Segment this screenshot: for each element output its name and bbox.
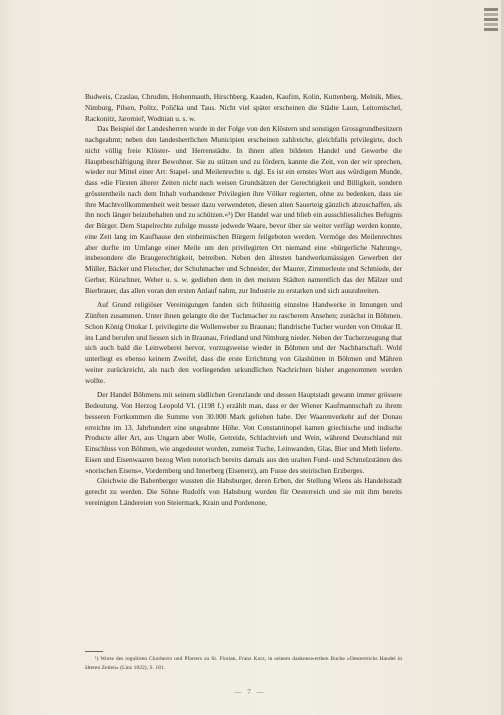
paragraph-2: Das Beispiel der Landesherren wurde in der Folge von den Klöstern und sonstigen Grossgrundbesitzern nachgeahmt; neben den landesherrlichen Municipien erscheinen zahlreiche, gleichfalls privilegirte, doch nicht völlig freie Klöster- und Herrenstädte. In ihnen allen bildeten Handel und Gewerbe die Hauptbeschäftigung ihrer Bewohner. Sie zu stützen und zu fördern, kannte die Zeit, von der wir sprechen, wieder nur Mittel einer Art: Stapel- und Meilenrechte u. dgl. Es ist ein ernstes Wort aus würdigem Munde, dass »die Fürsten älterer Zeiten nicht nach weisen Grundsätzen der Gerechtigkeit und Billigkeit, sondern grösstentheils nach dem Inhalt vorhandener Privilegien ihre Völker regierten, ohne zu bedenken, dass sie ihre Machtvollkommenheit weit besser dazu verwendeten, diesen alten Sauerteig gänzlich abzuschaffen, als ihn noch länger beizubehalten und zu schützen.«¹) Der Handel war und blieb ein ausschliessliches Befugnis der Bürger. Dem Stapelrechte zufolge musste jedwede Waare, bevor über sie weiter verfügt werden konnte, eine Zeit lang im Kaufhause den einheimischen Bürgern feilgeboten werden. Vermöge des Meilenrechtes aber durfte im Umfange einer Meile um den privilegirten Ort niemand eine »bürgerliche Nahrung«, insbesondere die Braugerechtigkeit, betreiben. Neben den ältesten handwerksmässigen Gewerben der Müller, Bäcker und Fleischer, der Schuhmacher und Schneider, der Maurer, Zimmerleute und Schmiede, der Gerber, Kürschner, Weber u. s. w. gediehen dem in den meisten Städten namentlich das der Mälzer und Bierbrauer, das allen voran den ersten Anlauf nahm, zur Industrie zu erstarken und sich auszubreiten. [85,124,402,295]
paragraph-1: Budweis, Czaslau, Chrudim, Hohenmauth, Hirschberg, Kaaden, Kaufim, Kolin, Kuttenberg, Melnik, Mies, Nimburg, Pilsen, Politz, Polička und Taus. Nicht viel später erscheinen die Städte Laun, Leitomischel, Rackonitz, Jaromieř, Wodnian u. s. w. [85,92,402,123]
paragraph-3: Auf Grund religiöser Vereinigungen fanden sich frühzeitig einzelne Handwerke in Innungen und Zünften zusammen. Unter ihnen gelangte die der Tuchmacher zu rascherem Ansehen; zunächst in Böhmen. Schon König Ottokar I. privilegirte die Wollenweber zu Braunau; flandrische Tucher wurden von Ottokar II. ins Land berufen und liessen sich in Braunau, Friedland und Nimburg nieder. Neben der Tucherzeugung that sich auch bald die Leinweberei hervor, vorzugsweise wieder in Böhmen und der Nachbarschaft. Wohl unterliegt es ebenso keinem Zweifel, dass die erste Errichtung von Glashütten in Böhmen und Mähren weiter zurückreicht, als nach den vorliegenden urkundlichen Nachrichten bisher angenommen werden wollte. [85,300,403,385]
footnote-text: ¹) Worte des regulirten Chorherrn und Pfarrers zu St. Florian, Franz Kurz, in seinem dankenswerthen Buche »Oesterreichs Handel in älteren Zeiten« (Linz 1822), S. 181. [85,656,402,671]
footnote-divider [85,651,103,652]
page-number: — 7 — [234,688,266,696]
footnote [85,655,402,673]
body-text [85,92,402,509]
paragraph-5: Gleichwie die Babenberger wussten die Habsburger, deren Erben, der Stellung Wiens als Handelsstadt gerecht zu werden. Die Söhne Rudolfs von Habsburg wurden für Oesterreich und sie mit ihm bereits vereinigten Ländereien von Steiermark, Krain und Pordenone, [85,476,402,507]
paragraph-4: Der Handel Böhmens mit seinem südlichen Grenzlande und dessen Hauptstadt gewann immer grössere Bedeutung. Von Herzog Leopold VI. (1198 f.) erzählt man, dass er der Wiener Kaufmannschaft zu ihrem besseren Fortkommen die Summe von 30.000 Mark geliehen habe. Der Waarenverkehr auf der Donau erreichte im 13. Jahrhundert eine ungeahnte Höhe. Von Constantinopel kamen griechische und indische Producte aller Art, aus Ungarn aber Wolle, Getreide, Schlachtvieh und Wein, während Deutschland mit Einschluss von Böhmen, wie angedeutet worden, zumeist Tuche, Leinwanden, Glas, Bier und Meth lieferte. Eisen und Eisenwaaren bezog Wien notorisch bereits damals aus den uralten Fund- und Schmelzstätten des »norischen Eisens«, Vordernberg und Innerberg (Eisenerz), am Fusse des steirischen Erzberges. [85,390,402,475]
scan-color-strip [484,8,498,38]
